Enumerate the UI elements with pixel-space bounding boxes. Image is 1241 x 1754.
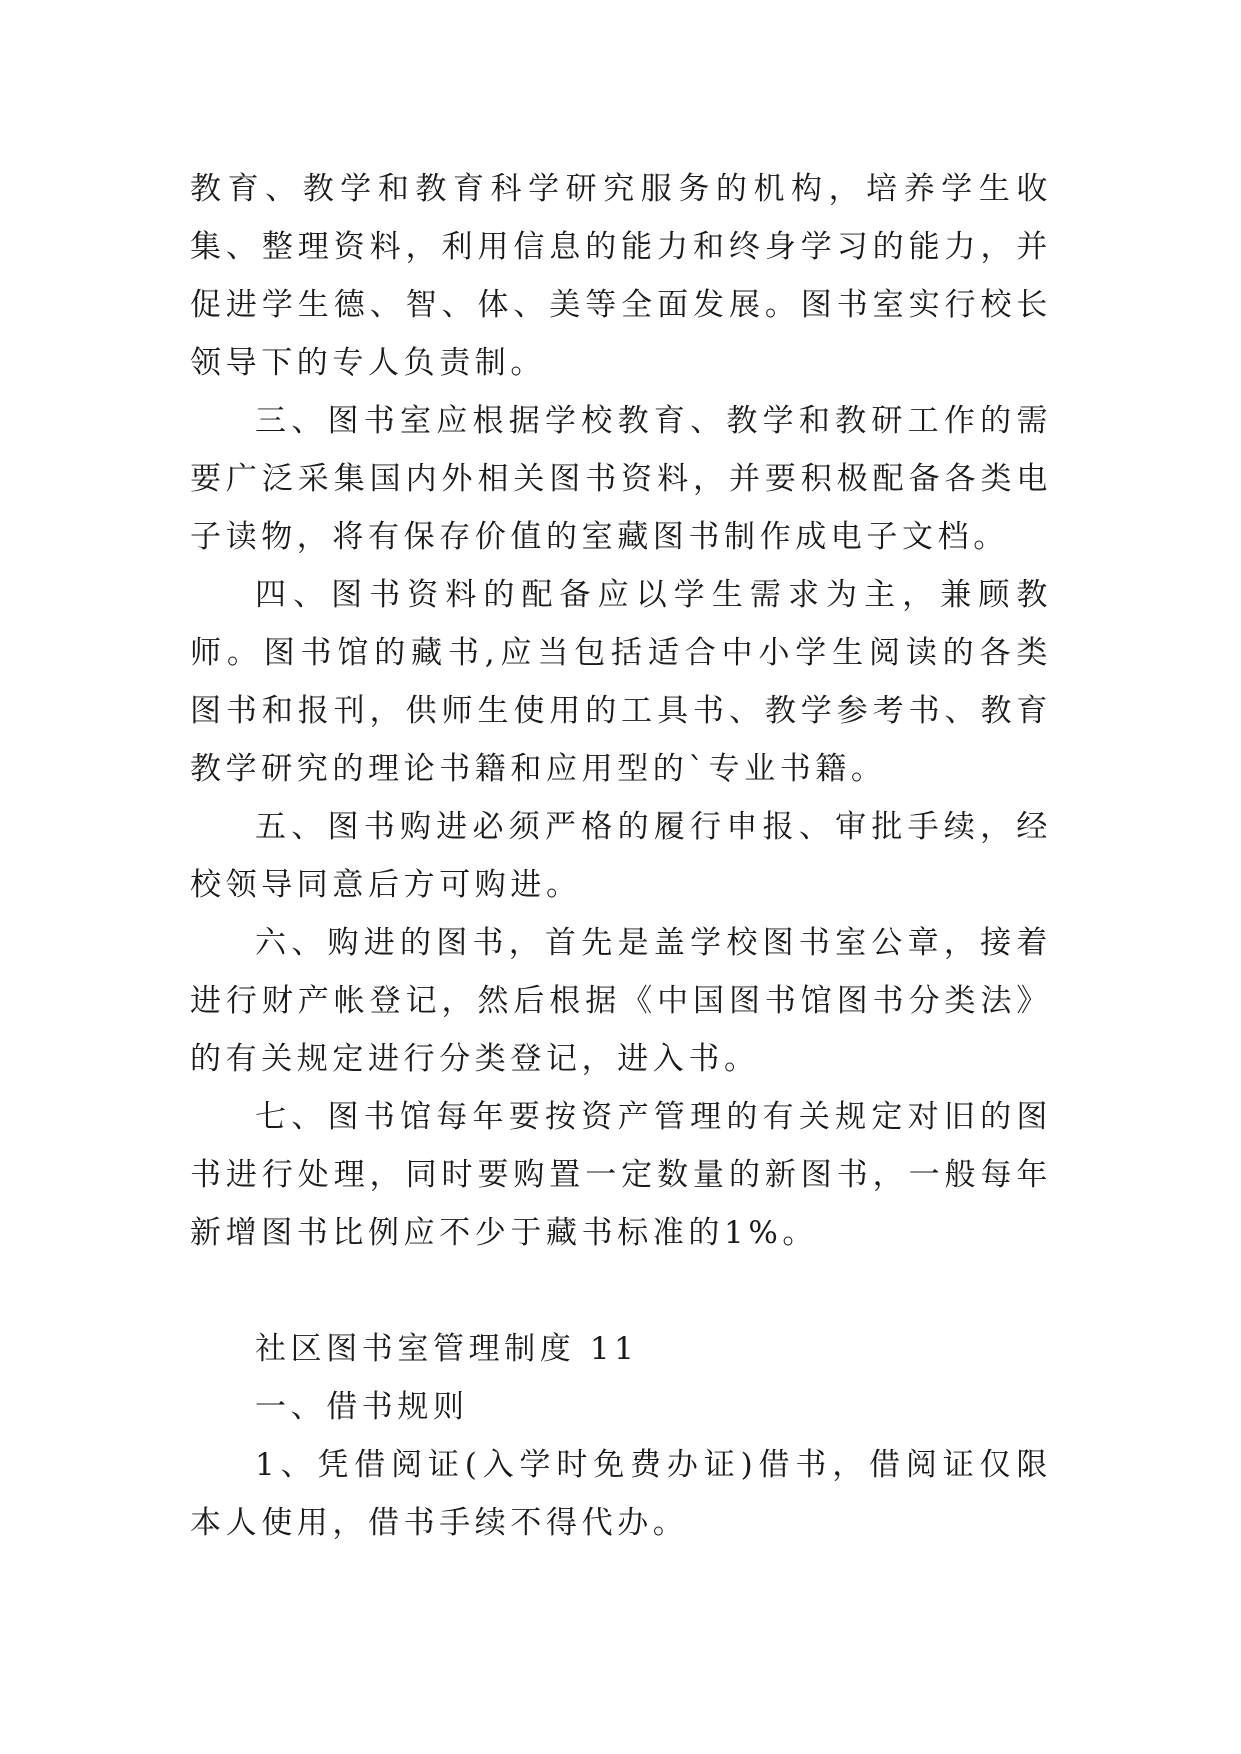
- section-title: 社区图书室管理制度 11: [255, 1331, 639, 1367]
- paragraph-item-5: 五、图书购进必须严格的履行申报、审批手续，经校领导同意后方可购进。: [190, 809, 1052, 903]
- paragraph-item-3: 三、图书室应根据学校教育、教学和教研工作的需要广泛采集国内外相关图书资料，并要积极配备各类电子读物，将有保存价值的室藏图书制作成电子文档。: [190, 403, 1052, 555]
- section-heading-borrowing-rules: 一、借书规则: [255, 1389, 469, 1425]
- document-page: [190, 160, 1052, 1552]
- paragraph-item-6: 六、购进的图书，首先是盖学校图书室公章，接着进行财产帐登记，然后根据《中国图书馆图书分类法》的有关规定进行分类登记，进入书。: [190, 925, 1052, 1077]
- section-spacer: [190, 1262, 1052, 1320]
- paragraph-item-4: 四、图书资料的配备应以学生需求为主，兼顾教师。图书馆的藏书,应当包括适合中小学生阅读的各类图书和报刊，供师生使用的工具书、教学参考书、教育教学研究的理论书籍和应用型的`专业书籍。: [190, 577, 1052, 787]
- paragraph-item-7: 七、图书馆每年要按资产管理的有关规定对旧的图书进行处理，同时要购置一定数量的新图书，一般每年新增图书比例应不少于藏书标准的1%。: [190, 1099, 1052, 1251]
- paragraph-continuation: 教育、教学和教育科学研究服务的机构，培养学生收集、整理资料，利用信息的能力和终身学习的能力，并促进学生德、智、体、美等全面发展。图书室实行校长领导下的专人负责制。: [190, 171, 1052, 381]
- rule-item-1: 1、凭借阅证(入学时免费办证)借书，借阅证仅限本人使用，借书手续不得代办。: [190, 1447, 1052, 1541]
